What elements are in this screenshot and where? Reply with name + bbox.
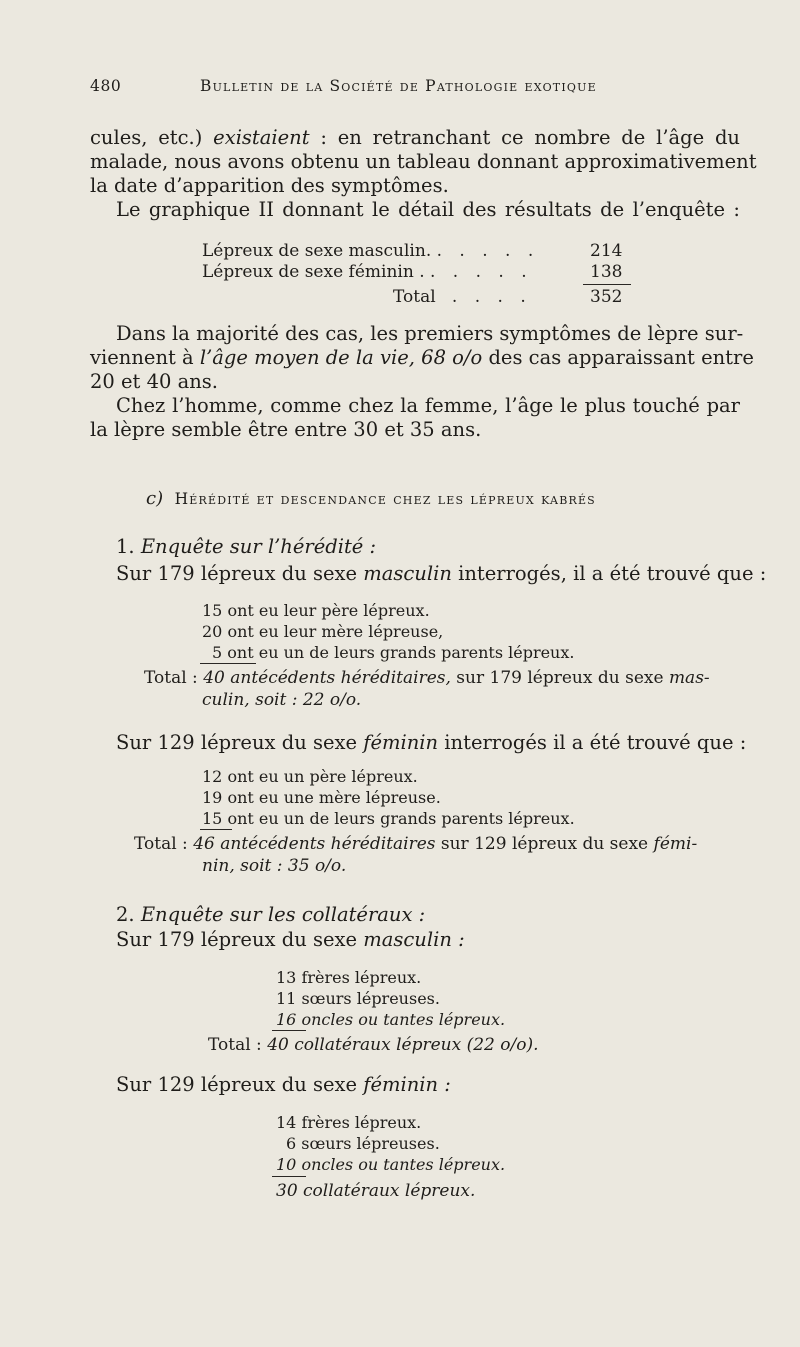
heredity-male-total: Total : 40 antécédents héréditaires, sur 179 lépreux du sexe mas- [144, 668, 710, 688]
running-title: Bulletin de la Société de Pathologie exotique [200, 77, 597, 95]
collateral-heading: 2. Enquête sur les collatéraux : [116, 903, 426, 926]
heredity-male-item-3: 5 ont eu un de leurs grands parents lépreux. [212, 643, 575, 662]
collateral-male-total: Total : 40 collatéraux lépreux (22 o/o). [208, 1035, 539, 1055]
heredity-male-intro: Sur 179 lépreux du sexe masculin interrogés, il a été trouvé que : [116, 562, 767, 585]
heredity-female-total-cont: nin, soit : 35 o/o. [202, 856, 347, 876]
collateral-female-item-3: 10 oncles ou tantes lépreux. [276, 1155, 506, 1174]
age-line-2: viennent à l’âge moyen de la vie, 68 o/o des cas apparaissant entre [90, 346, 754, 369]
intro-line-4: Le graphique II donnant le détail des résultats de l’enquête : [116, 198, 740, 221]
collateral-female-item-2: 6 sœurs lépreuses. [286, 1134, 440, 1153]
heredity-female-item-1: 12 ont eu un père lépreux. [202, 767, 418, 786]
summary-row-male: Lépreux de sexe masculin. . . . . . [202, 241, 540, 261]
collateral-male-item-2: 11 sœurs lépreuses. [276, 989, 440, 1008]
heredity-female-item-2: 19 ont eu une mère lépreuse. [202, 788, 441, 807]
collateral-male-intro: Sur 179 lépreux du sexe masculin : [116, 928, 465, 951]
collateral-male-item-1: 13 frères lépreux. [276, 968, 422, 987]
section-c-heading [146, 488, 596, 509]
collateral-female-sum-rule [272, 1176, 306, 1177]
intro-paragraph [90, 126, 757, 222]
heredity-female-total: Total : 46 antécédents héréditaires sur 129 lépreux du sexe fémi- [134, 834, 698, 854]
summary-row-female: Lépreux de sexe féminin . . . . . . [202, 262, 533, 282]
summary-sum-rule [583, 284, 631, 285]
heredity-female-sum-rule [200, 829, 232, 830]
age-line-3: 20 et 40 ans. [90, 370, 218, 393]
age-line-1: Dans la majorité des cas, les premiers symptômes de lèpre sur- [116, 322, 744, 345]
intro-line-2: malade, nous avons obtenu un tableau donnant approximativement [90, 150, 757, 173]
collateral-female-intro: Sur 129 lépreux du sexe féminin : [116, 1073, 451, 1096]
age-paragraph [90, 322, 754, 442]
summary-total-label: Total . . . . [393, 287, 532, 307]
heredity-male-item-2: 20 ont eu leur mère lépreuse, [202, 622, 444, 641]
section-c-label: c) [146, 488, 164, 509]
heredity-male-total-cont: culin, soit : 22 o/o. [202, 690, 362, 710]
heredity-female-intro: Sur 129 lépreux du sexe féminin interrogés il a été trouvé que : [116, 731, 747, 754]
intro-line-1: cules, etc.) existaient : en retranchant ce nombre de l’âge du [90, 126, 740, 149]
age-line-4: Chez l’homme, comme chez la femme, l’âge le plus touché par [116, 394, 740, 417]
heredity-heading: 1. Enquête sur l’hérédité : [116, 535, 377, 558]
intro-line-3: la date d’apparition des symptômes. [90, 174, 449, 197]
summary-total-value: 352 [590, 287, 623, 307]
collateral-female-total: 30 collatéraux lépreux. [276, 1181, 476, 1201]
heredity-male-sum-rule [200, 663, 256, 664]
heredity-female-item-3: 15 ont eu un de leurs grands parents lépreux. [202, 809, 575, 828]
collateral-male-item-3: 16 oncles ou tantes lépreux. [276, 1010, 506, 1029]
age-line-5: la lèpre semble être entre 30 et 35 ans. [90, 418, 482, 441]
summary-value-male: 214 [590, 241, 623, 261]
summary-value-female: 138 [590, 262, 623, 282]
page-number: 480 [90, 77, 122, 95]
collateral-male-sum-rule [272, 1030, 306, 1031]
collateral-female-item-1: 14 frères lépreux. [276, 1113, 422, 1132]
heredity-male-item-1: 15 ont eu leur père lépreux. [202, 601, 430, 620]
section-c-title: Hérédité et descendance chez les lépreux kabrés [174, 490, 596, 508]
